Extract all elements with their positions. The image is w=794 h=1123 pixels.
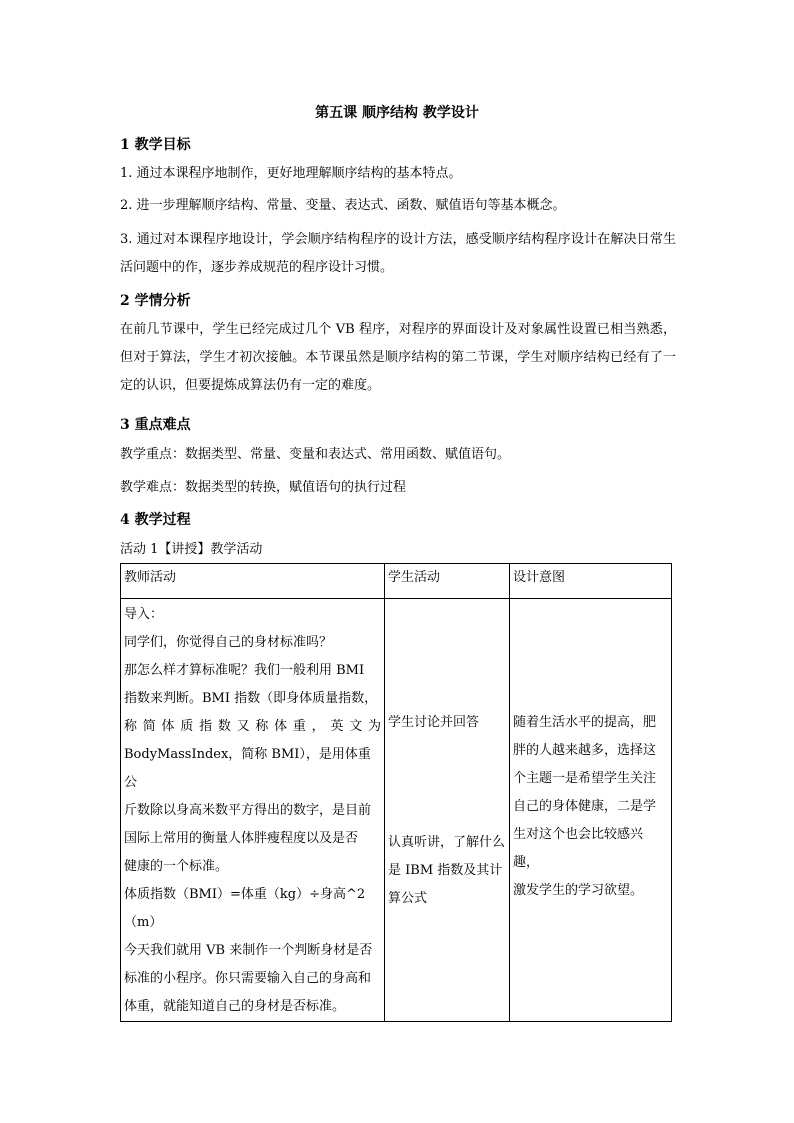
key-points-text: 教学重点：数据类型、常量、变量和表达式、常用函数、赋值语句。 <box>120 447 511 462</box>
teacher-line: 称 简 体 质 指 数 又 称 体 重 ， 英 文 为 <box>124 719 381 734</box>
student-line: 学生讨论并回答 <box>388 715 480 730</box>
teacher-line: 斤数除以身高米数平方得出的数字，是目前 <box>124 803 372 818</box>
difficulty-text: 教学难点：数据类型的转换，赋值语句的执行过程 <box>120 480 407 495</box>
teacher-line: 体重，就能知道自己的身材是否标准。 <box>124 999 346 1014</box>
teacher-line: 今天我们就用 VB 来制作一个判断身材是否 <box>124 943 373 958</box>
teacher-line: BodyMassIndex，简称 BMI），是用体重公 <box>124 747 371 790</box>
header-student-activity: 学生活动 <box>385 564 510 599</box>
objective-item-3: 3. 通过对本课程序地设计，学会顺序结构程序的设计方法，感受顺序结构程序设计在解决日常生活问题中的作，逐步养成规范的程序设计习惯。 <box>120 232 676 275</box>
teacher-line: 导入： <box>124 607 164 622</box>
intent-line: 个主题一是希望学生关注 <box>513 771 657 786</box>
intent-line: 激发学生的学习欲望。 <box>513 883 644 898</box>
table-header-row <box>121 564 672 599</box>
student-activity-cell <box>385 599 510 1022</box>
lesson-table <box>120 563 672 1022</box>
teacher-line: 标准的小程序。你只需要输入自己的身高和 <box>124 971 372 986</box>
header-teacher-activity: 教师活动 <box>121 564 385 599</box>
student-line: 认真听讲，了解什么 <box>388 835 506 850</box>
teacher-line: 指数来判断。BMI 指数（即身体质量指数， <box>124 691 378 706</box>
objective-item-1: 1. 通过本课程序地制作，更好地理解顺序结构的基本特点。 <box>120 166 462 181</box>
intent-line: 随着生活水平的提高，肥 <box>513 715 657 730</box>
section-heading-keypoints: 3 重点难点 <box>120 417 191 433</box>
student-line: 算公式 <box>388 891 428 906</box>
intent-line: 生对这个也会比较感兴趣， <box>513 827 644 870</box>
teacher-line: 国际上常用的衡量人体胖瘦程度以及是否 <box>124 831 359 846</box>
activity-label: 活动 1【讲授】教学活动 <box>120 542 263 557</box>
teacher-line: 那怎么样才算标准呢？我们一般利用 BMI <box>124 663 365 678</box>
document-title: 第五课 顺序结构 教学设计 <box>315 105 479 121</box>
teacher-line: 同学们，你觉得自己的身材标准吗？ <box>124 635 333 650</box>
objective-item-2: 2. 进一步理解顺序结构、常量、变量、表达式、函数、赋值语句等基本概念。 <box>120 198 566 213</box>
teacher-line: 体质指数（BMI）=体重（kg）÷身高^2（m） <box>124 887 366 930</box>
intent-line: 自己的身体健康，二是学 <box>513 799 657 814</box>
teacher-activity-cell <box>121 599 385 1022</box>
design-intent-cell <box>510 599 672 1022</box>
teacher-line: 健康的一个标准。 <box>124 859 229 874</box>
table-row <box>121 599 672 1022</box>
header-design-intent: 设计意图 <box>510 564 672 599</box>
section-heading-process: 4 教学过程 <box>120 512 191 528</box>
section-heading-analysis: 2 学情分析 <box>120 293 191 309</box>
analysis-paragraph: 在前几节课中，学生已经完成过几个 VB 程序，对程序的界面设计及对象属性设置已相当熟悉，但对于算法，学生才初次接触。本节课虽然是顺序结构的第二节课，学生对顺序结构已经有了一定的认识，但要提炼成算法仍有一定的难度。 <box>120 322 676 393</box>
student-line: 是 IBM 指数及其计 <box>388 863 503 878</box>
intent-line: 胖的人越来越多，选择这 <box>513 743 657 758</box>
section-heading-objectives: 1 教学目标 <box>120 137 191 153</box>
